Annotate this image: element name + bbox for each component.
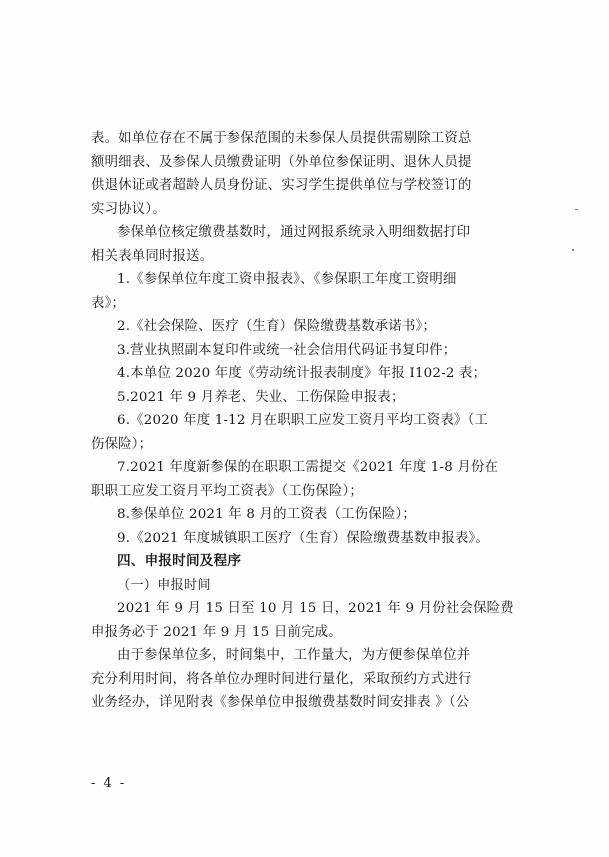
- paragraph-line: 相关表单同时报送。: [91, 248, 214, 264]
- list-item: 1.《参保单位年度工资申报表》、《参保职工年度工资明细: [117, 272, 457, 287]
- paragraph-line: 表。如单位存在不属于参保范围的未参保人员提供需剔除工资总: [91, 131, 472, 146]
- list-item: 7.2021 年度新参保的在职职工需提交《2021 年度 1-8 月份在: [117, 460, 499, 475]
- paragraph-line: 申报务必于 2021 年 9 月 15 日前完成。: [91, 624, 342, 640]
- section-heading: 四、申报时间及程序: [117, 553, 242, 569]
- list-item: 4.本单位 2020 年度《劳动统计报表制度》年报 I102-2 表；: [117, 366, 487, 381]
- paragraph-line: 参保单位核定缴费基数时，通过网报系统录入明细数据打印: [117, 225, 471, 240]
- scan-mark: [575, 209, 578, 210]
- list-item: 5.2021 年 9 月养老、失业、工伤保险申报表；: [117, 389, 405, 405]
- list-item: 6.《2020 年度 1-12 月在职职工应发工资月平均工资表》（工: [117, 413, 489, 428]
- list-item-continuation: 伤保险）；: [91, 436, 153, 452]
- paragraph-line: 额明细表、及参保人员缴费证明（外单位参保证明、退休人员提: [91, 154, 472, 170]
- scan-mark: [572, 249, 574, 251]
- subsection-heading: （一）申报时间: [117, 577, 211, 593]
- list-item: 8.参保单位 2021 年 8 月的工资表（工伤保险）；: [117, 507, 416, 522]
- list-item: 9.《2021 年度城镇职工医疗（生育）保险缴费基数申报表》。: [117, 530, 489, 546]
- paragraph-line: 充分利用时间，将各单位办理时间进行量化，采取预约方式进行: [91, 671, 472, 687]
- paragraph-line: 2021 年 9 月 15 日至 10 月 15 日，2021 年 9 月份社会保险费: [117, 601, 514, 616]
- list-item-continuation: 表》；: [91, 295, 126, 311]
- paragraph-line: 由于参保单位多，时间集中，工作量大，为方便参保单位并: [117, 648, 471, 663]
- list-item-continuation: 职职工应发工资月平均工资表》（工伤保险）；: [91, 483, 364, 499]
- paragraph-line: 供退休证或者超龄人员身份证、实习学生提供单位与学校签订的: [91, 178, 472, 193]
- paragraph-line: 实习协议）。: [91, 201, 166, 217]
- paragraph-line: 业务经办，详见附表《参保单位申报缴费基数时间安排表 》（公: [91, 695, 470, 710]
- list-item: 2.《社会保险、医疗（生育）保险缴费基数承诺书》；: [117, 319, 437, 334]
- list-item: 3.营业执照副本复印件或统一社会信用代码证书复印件；: [117, 342, 457, 358]
- document-body: [91, 127, 521, 715]
- page-number: - 4 -: [91, 776, 127, 791]
